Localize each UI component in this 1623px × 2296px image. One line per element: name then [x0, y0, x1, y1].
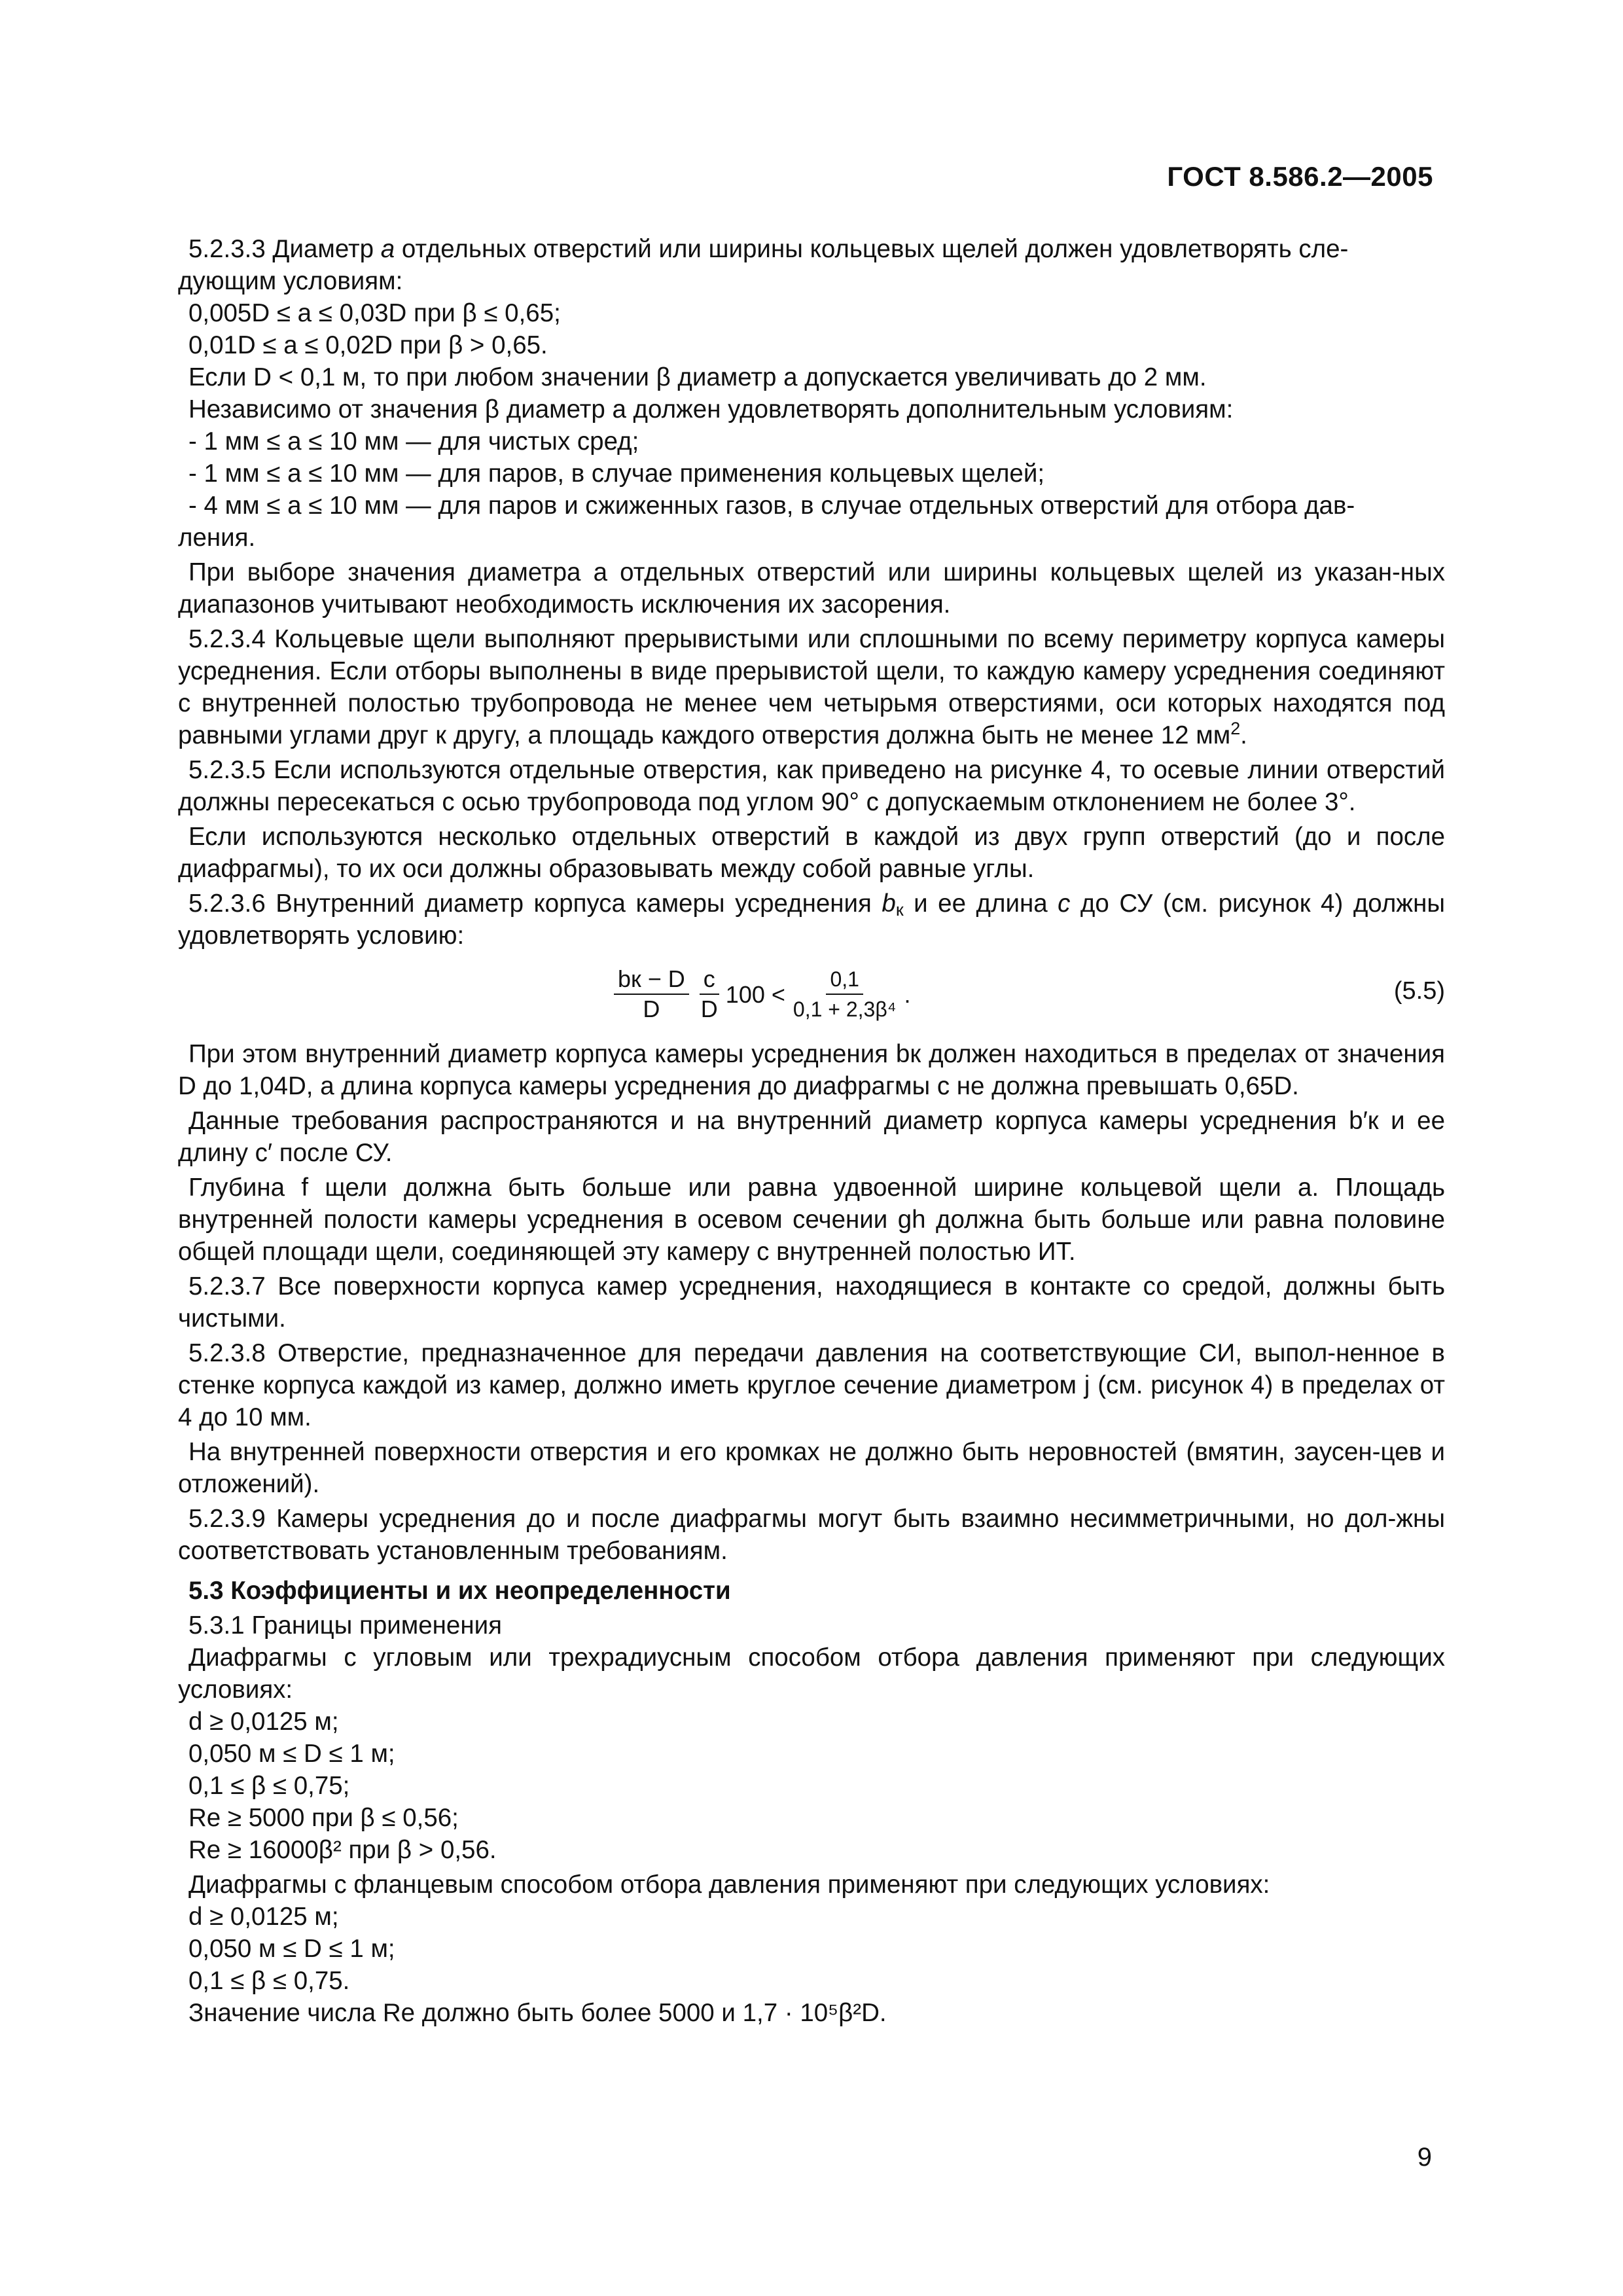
flange-condition-2: 0,050 м ≤ D ≤ 1 м;: [188, 1935, 395, 1963]
clause-5-2-3-9: 5.2.3.9 Камеры усреднения до и после диафрагмы могут быть взаимно несимметричными, но дол-жны соответствовать установленным требованиям.: [178, 1505, 1445, 1565]
clause-5-2-3-4: [178, 623, 1445, 751]
several-holes-paragraph: Если используются несколько отдельных отверстий в каждой из двух групп отверстий (до и после диафрагмы), то их оси должны образовывать между собой равные углы.: [178, 823, 1445, 883]
independent-conditions: Независимо от значения β диаметр a должен удовлетворять дополнительным условиям:: [188, 395, 1234, 423]
fraction-2-numerator: c: [700, 966, 719, 995]
condition-1: 0,005D ≤ a ≤ 0,03D при β ≤ 0,65;: [188, 299, 561, 327]
clause-5-2-3-3-text: 5.2.3.3 Диаметр: [188, 235, 381, 263]
corner-taps-paragraph: Диафрагмы с угловым или трехрадиусным способом отбора давления применяют при следующих условиях:: [178, 1643, 1445, 1704]
corner-condition-3: 0,1 ≤ β ≤ 0,75;: [188, 1772, 350, 1800]
depth-paragraph: Глубина f щели должна быть больше или равна удвоенной ширине кольцевой щели a. Площадь внутренней полости камеры усреднения в осевом сечении gh должна быть больше или равна половине общей площади щели, соединяющей эту камеру с внутренней полостью ИТ.: [178, 1174, 1445, 1266]
also-paragraph: Данные требования распространяются и на внутренний диаметр корпуса камеры усреднения b′к и ее длину c′ после СУ.: [178, 1107, 1445, 1167]
fraction-1: [614, 966, 689, 1022]
standard-header: ГОСТ 8.586.2—2005: [1167, 161, 1433, 192]
dash-item-2: - 1 мм ≤ a ≤ 10 мм — для паров, в случае применения кольцевых щелей;: [188, 459, 1045, 488]
fraction-2: [697, 966, 722, 1022]
clause-5-2-3-5: 5.2.3.5 Если используются отдельные отверстия, как приведено на рисунке 4, то осевые линии отверстий должны пересекаться с осью трубопровода под углом 90° с допускаемым отклонением не более 3°.: [178, 756, 1445, 816]
corner-condition-5: Re ≥ 16000β² при β > 0,56.: [188, 1836, 497, 1864]
clause-5-2-3-3: [178, 233, 1445, 297]
clause-5-2-3-7: 5.2.3.7 Все поверхности корпуса камер усреднения, находящиеся в контакте со средой, должны быть чистыми.: [178, 1272, 1445, 1333]
clause-5-2-3-6-a: 5.2.3.6 Внутренний диаметр корпуса камеры усреднения: [188, 889, 882, 918]
fraction-3-numerator: 0,1: [826, 966, 863, 995]
clause-5-2-3-4-sup: 2: [1230, 719, 1241, 738]
clause-5-3-1-title: 5.3.1 Границы применения: [188, 1611, 502, 1640]
fraction-1-numerator: bк − D: [614, 966, 689, 995]
corner-condition-4: Re ≥ 5000 при β ≤ 0,56;: [188, 1804, 459, 1832]
formula-number: (5.5): [1393, 977, 1445, 1005]
corner-condition-1: d ≥ 0,0125 м;: [188, 1708, 339, 1736]
clause-5-2-3-8: 5.2.3.8 Отверстие, предназначенное для передачи давления на соответствующие СИ, выпол-ненное в стенке корпуса каждой из камер, должно иметь круглое сечение диаметром j (см. рисунок 4) в пределах от 4 до 10 мм.: [178, 1339, 1445, 1431]
corner-condition-2: 0,050 м ≤ D ≤ 1 м;: [188, 1740, 395, 1768]
clause-5-2-3-6-d: до СУ (см. рисунок 4) должны удовлетворять условию:: [178, 889, 1445, 950]
formula-expression: [610, 956, 911, 1033]
clause-5-2-3-3-line2: дующим условиям:: [178, 267, 403, 295]
var-b: b: [882, 889, 896, 918]
fraction-1-denominator: D: [643, 996, 660, 1022]
fraction-2-denominator: D: [700, 996, 718, 1022]
range-paragraph: При этом внутренний диаметр корпуса камеры усреднения bк должен находиться в пределах от значения D до 1,04D, а длина корпуса камеры усреднения до диафрагмы c не должна превышать 0,65D.: [178, 1040, 1445, 1100]
fraction-3-denominator: 0,1 + 2,3β⁴: [793, 997, 897, 1021]
inner-surface-paragraph: На внутренней поверхности отверстия и его кромках не должно быть неровностей (вмятин, заусен-цев и отложений).: [178, 1438, 1445, 1498]
reynolds-condition: Значение числа Re должно быть более 5000 и 1,7 · 10⁵β²D.: [188, 1999, 887, 2027]
clause-5-2-3-3-tail: отдельных отверстий или ширины кольцевых щелей должен удовлетворять сле-: [395, 235, 1349, 263]
var-a: a: [380, 235, 395, 263]
formula-tail: .: [904, 980, 911, 1008]
flange-condition-1: d ≥ 0,0125 м;: [188, 1903, 339, 1931]
fraction-3: [789, 966, 901, 1022]
clause-5-2-3-4-text: 5.2.3.4 Кольцевые щели выполняют прерывистыми или сплошными по всему периметру корпуса камеры усреднения. Если отборы выполнены в виде прерывистой щели, то каждую камеру усреднения соединяют с внутренней полостью трубопровода не менее чем четырьмя отверстиями, оси которых находятся под равными углами друг к другу, а площадь каждого отверстия должна быть не менее 12 мм: [178, 625, 1445, 749]
clause-5-2-3-6: [178, 888, 1445, 952]
flange-taps-paragraph: Диафрагмы с фланцевым способом отбора давления применяют при следующих условиях:: [188, 1871, 1270, 1899]
formula-middle: 100 <: [725, 980, 785, 1008]
dash-item-3: - 4 мм ≤ a ≤ 10 мм — для паров и сжиженных газов, в случае отдельных отверстий для отбора дав-: [188, 492, 1355, 520]
var-b-sub: к: [895, 900, 904, 920]
section-5-3-title: 5.3 Коэффициенты и их неопределенности: [188, 1577, 731, 1605]
flange-condition-3: 0,1 ≤ β ≤ 0,75.: [188, 1967, 350, 1995]
page-body: [178, 233, 1445, 2029]
clause-5-2-3-4-end: .: [1240, 721, 1247, 749]
var-c: c: [1058, 889, 1071, 918]
small-diameter-note: Если D < 0,1 м, то при любом значении β диаметр a допускается увеличивать до 2 мм.: [188, 363, 1207, 391]
dash-item-3-end: ления.: [178, 524, 256, 552]
formula-5-5: [178, 956, 1445, 1033]
condition-2: 0,01D ≤ a ≤ 0,02D при β > 0,65.: [188, 331, 548, 359]
page-number: 9: [1417, 2143, 1432, 2172]
choice-paragraph: При выборе значения диаметра a отдельных отверстий или ширины кольцевых щелей из указан-ных диапазонов учитывают необходимость исключения их засорения.: [178, 558, 1445, 619]
dash-item-1: - 1 мм ≤ a ≤ 10 мм — для чистых сред;: [188, 427, 639, 456]
clause-5-2-3-6-c: и ее длина: [903, 889, 1058, 918]
